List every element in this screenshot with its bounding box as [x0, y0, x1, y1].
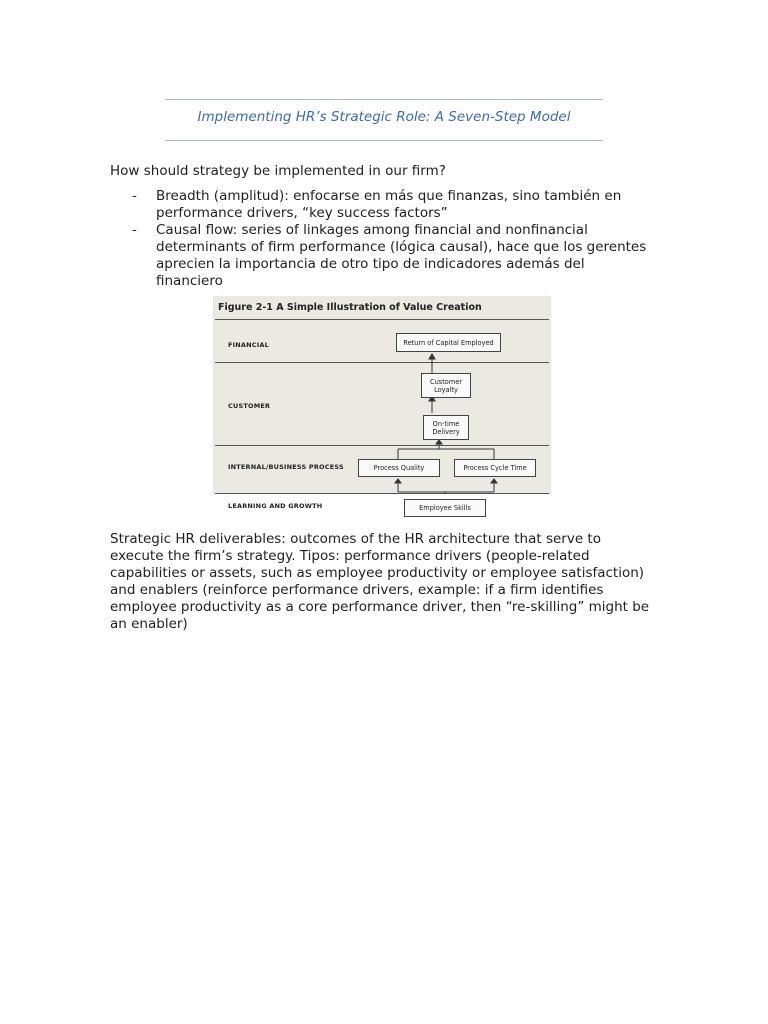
box-return-of-capital: Return of Capital Employed: [396, 333, 501, 352]
figure-title: Figure 2-1 A Simple Illustration of Value Creation: [218, 302, 482, 313]
list-item: [110, 188, 655, 222]
title-rule-bottom: [165, 140, 603, 141]
dash-marker: -: [132, 222, 137, 238]
row-label-internal: INTERNAL/BUSINESS PROCESS: [228, 463, 344, 471]
document-title: Implementing HR’s Strategic Role: A Seven-Step Model: [197, 109, 571, 125]
title-rule-top: [165, 99, 603, 100]
question-text: How should strategy be implemented in our firm?: [110, 163, 446, 179]
box-employee-skills: Employee Skills: [404, 499, 486, 517]
bullet-list: [110, 188, 655, 290]
dash-marker: -: [132, 188, 137, 204]
value-creation-figure: [213, 296, 551, 512]
bullet-text: Breadth (amplitud): enfocarse en más que finanzas, sino también en performance drivers, “key success factors”: [156, 188, 622, 221]
box-on-time-delivery: On-time Delivery: [423, 415, 469, 440]
box-customer-loyalty: Customer Loyalty: [421, 373, 471, 398]
list-item: [110, 222, 655, 290]
box-process-quality: Process Quality: [358, 459, 440, 477]
row-label-customer: CUSTOMER: [228, 402, 271, 410]
bullet-text: Causal flow: series of linkages among financial and nonfinancial determinants of firm performance (lógica causal), hace que los gerentes aprecien la importancia de otro tipo de indicadores además del financiero: [156, 222, 647, 289]
deliverables-paragraph: Strategic HR deliverables: outcomes of the HR architecture that serve to execute the firm’s strategy. Tipos: performance drivers (people-related capabilities or assets, such as employee productivity or employee satisfaction) and enablers (reinforce performance drivers, example: if a firm identifies employee productivity as a core performance driver, then “re-skilling” might be an enabler): [110, 531, 650, 632]
row-label-financial: FINANCIAL: [228, 341, 269, 349]
row-label-learning: LEARNING AND GROWTH: [228, 502, 323, 510]
box-process-cycle-time: Process Cycle Time: [454, 459, 536, 477]
